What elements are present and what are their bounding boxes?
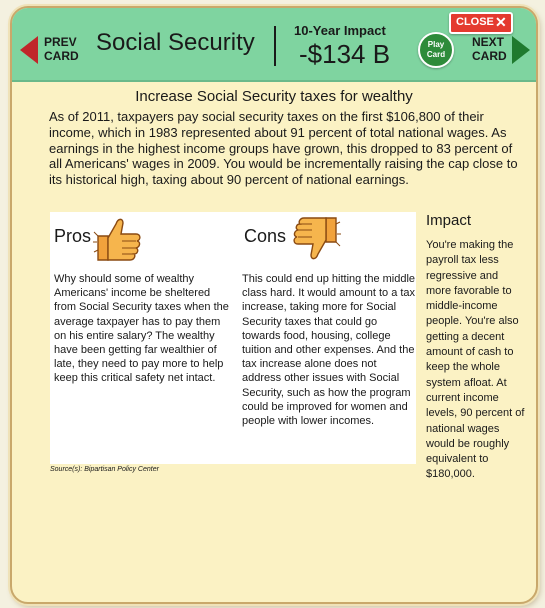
play-label-line1: Play [427, 40, 445, 49]
impact-value: -$134 B [299, 39, 391, 69]
source-note: Source(s): Bipartisan Policy Center [50, 466, 159, 473]
prev-card-button[interactable] [20, 32, 90, 68]
cons-column [240, 212, 416, 464]
cons-text: This could end up hitting the middle class hard. It would amount to a tax increase, taking more for Social Security taxes that could go towards food, housing, college tuition and other expenses. And the tax increase alone does not address other issues with Social Security, such as how the program could be improved for women and people with lower incomes. [242, 273, 416, 428]
play-card-label [420, 40, 452, 60]
card-header [12, 8, 536, 82]
thumbs-up-icon [92, 214, 144, 264]
impact-text: You're making the payroll tax less regressive and more favorable to middle-income people. You're also getting a decent amount of cash to keep the whole system afloat. At current income levels, 90 percent of national wages would be roughly equivalent to $180,000. [426, 239, 525, 481]
policy-card [10, 6, 538, 604]
play-card-button[interactable] [418, 32, 454, 68]
pros-heading: Pros [54, 226, 92, 246]
header-divider [274, 26, 276, 66]
impact-label: 10-Year Impact [294, 23, 386, 38]
next-card-button[interactable] [472, 32, 534, 68]
prev-label-line1: PREV [44, 35, 77, 49]
cons-heading: Cons [244, 226, 287, 246]
thumbs-down-icon [290, 214, 342, 264]
prev-label-line2: CARD [44, 49, 79, 63]
left-arrow-icon [20, 36, 38, 64]
play-label-line2: Card [426, 50, 446, 59]
impact-heading: Impact [426, 212, 472, 229]
next-label-line2: CARD [472, 49, 507, 63]
policy-subtitle: Increase Social Security taxes for wealthy [135, 88, 413, 105]
pros-column [50, 212, 236, 464]
prev-card-label [44, 35, 88, 63]
close-label: CLOSE [456, 16, 494, 28]
policy-intro: As of 2011, taxpayers pay social security taxes on the first $106,800 of their income, which in 1983 represented about 91 percent of total national wages. As earnings in the highest income groups have grown, this dropped to 83 percent of all Americans' wages in 2009. You would be incrementally raising the cap close to its historical high, taxing about 90 percent of national earnings. [49, 109, 518, 188]
card-title: Social Security [96, 29, 255, 56]
pros-cons-panel [50, 212, 416, 464]
next-label-line1: NEXT [472, 35, 505, 49]
close-x-icon: ✕ [495, 14, 507, 30]
pros-text: Why should some of wealthy Americans' income be sheltered from Social Security taxes when the average taxpayer has to pay them on his entire salary? The wealthy have been getting far wealthier of late, they need to pay more to help keep this critical safety net intact. [54, 273, 229, 385]
close-button[interactable] [449, 12, 513, 34]
next-card-label [472, 35, 512, 63]
right-arrow-icon [512, 36, 530, 64]
